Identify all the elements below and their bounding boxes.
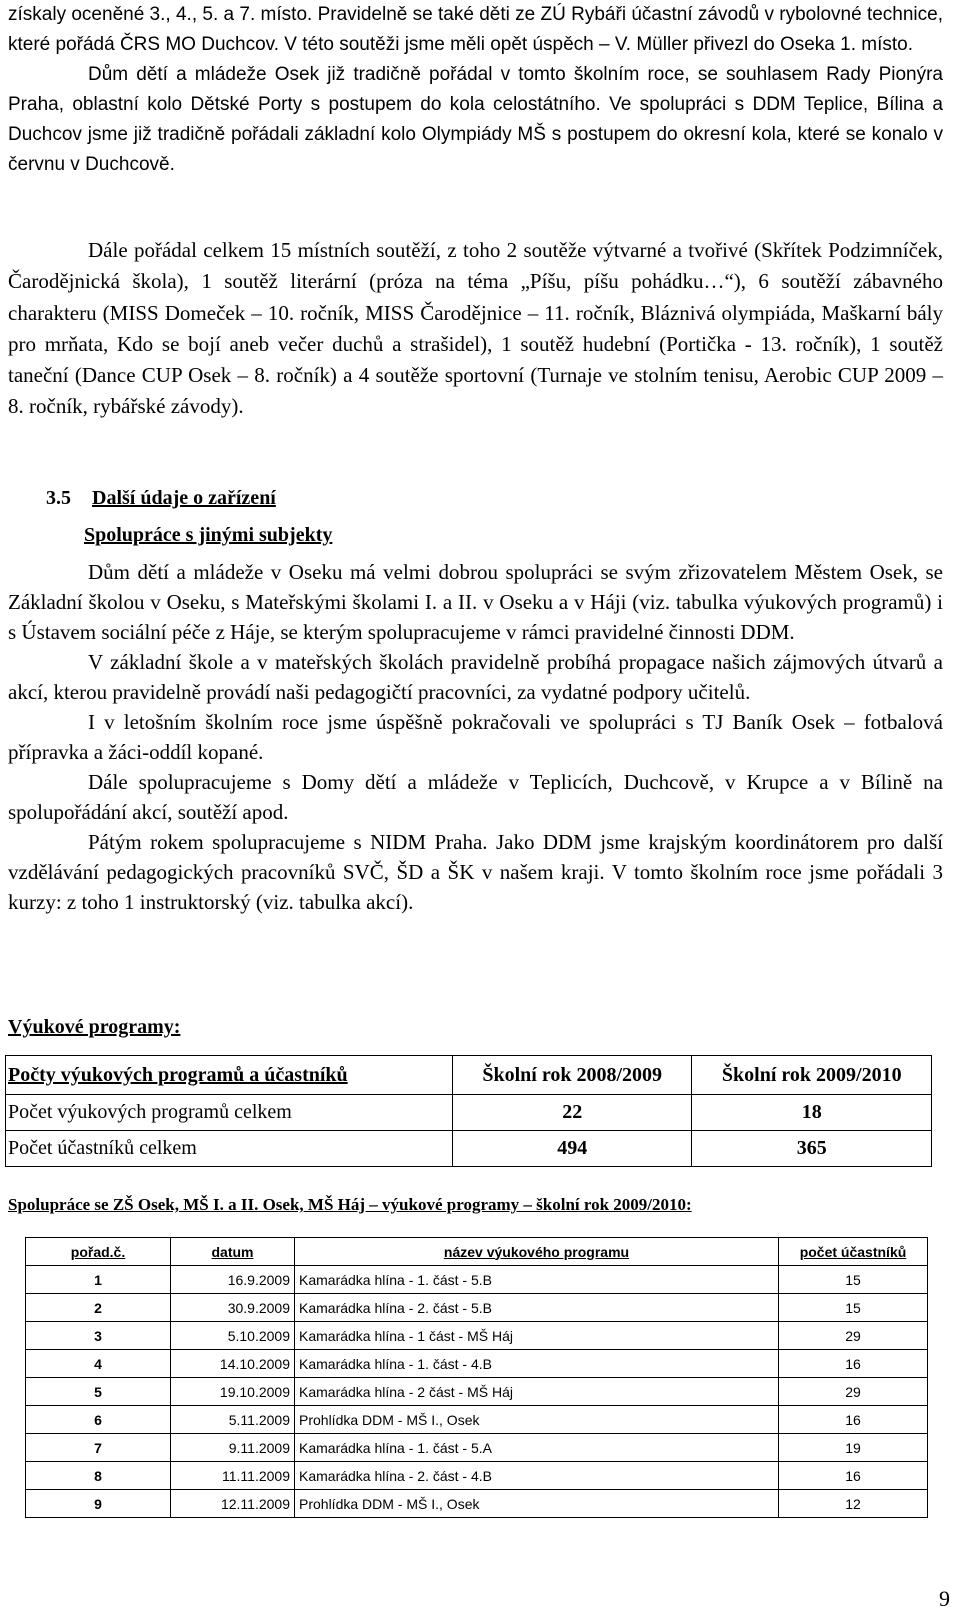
table-cell: 5 xyxy=(26,1378,171,1406)
table-cell: 22 xyxy=(452,1095,692,1131)
table-cell: 2 xyxy=(26,1294,171,1322)
table-row xyxy=(26,1378,928,1406)
table-cell: Počet účastníků celkem xyxy=(6,1131,453,1167)
table-header-cell: počet účastníků xyxy=(779,1238,928,1266)
cooperation-heading: Spolupráce s jinými subjekty xyxy=(84,524,333,546)
table-cell: 6 xyxy=(26,1406,171,1434)
table-row xyxy=(26,1406,928,1434)
table-cell: 8 xyxy=(26,1462,171,1490)
table-header-cell: Školní rok 2009/2010 xyxy=(692,1056,932,1095)
table-header-cell: datum xyxy=(171,1238,295,1266)
table-row xyxy=(26,1434,928,1462)
table-cell: Prohlídka DDM - MŠ I., Osek xyxy=(295,1406,779,1434)
table-cell: 16.9.2009 xyxy=(171,1266,295,1294)
page-number: 9 xyxy=(939,1586,950,1611)
table-row xyxy=(26,1350,928,1378)
table-row xyxy=(26,1462,928,1490)
table-header-row xyxy=(26,1238,928,1266)
programs-table xyxy=(25,1237,928,1518)
table-header-cell: Školní rok 2008/2009 xyxy=(452,1056,692,1095)
table-cell: 11.11.2009 xyxy=(171,1462,295,1490)
table-row xyxy=(6,1131,932,1167)
cooperation-paragraph: V základní škole a v mateřských školách pravidelně probíhá propagace našich zájmových útvarů a akcí, kterou pravidelně provádí naši pedagogičtí pracovníci, za vydatné podpory učitelů. xyxy=(8,650,943,704)
table-cell: Kamarádka hlína - 1. část - 4.B xyxy=(295,1350,779,1378)
table-cell: 15 xyxy=(779,1266,928,1294)
table-cell: 7 xyxy=(26,1434,171,1462)
section-title: Další údaje o zařízení xyxy=(92,487,276,509)
table-cell: Kamarádka hlína - 2 část - MŠ Háj xyxy=(295,1378,779,1406)
table-cell: 30.9.2009 xyxy=(171,1294,295,1322)
table-cell: 15 xyxy=(779,1294,928,1322)
table-cell: 19.10.2009 xyxy=(171,1378,295,1406)
table-cell: Kamarádka hlína - 1. část - 5.A xyxy=(295,1434,779,1462)
competitions-text-block xyxy=(8,235,943,423)
intro-paragraph: získaly oceněné 3., 4., 5. a 7. místo. Pravidelně se také děti ze ZÚ Rybáři účastní závodů v rybolovné technice, které pořádá ČRS MO Duchcov. V této soutěži jsme měli opět úspěch – V. Müller přivezl do Oseka 1. místo. xyxy=(8,4,943,55)
cooperation-paragraph: Dále spolupracujeme s Domy dětí a mládeže v Teplicích, Duchcově, v Krupce a v Bílině na spolupořádání akcí, soutěží apod. xyxy=(8,770,943,824)
table-cell: 1 xyxy=(26,1266,171,1294)
table-cell: 5.10.2009 xyxy=(171,1322,295,1350)
table-header-cell: Počty výukových programů a účastníků xyxy=(6,1056,453,1095)
table-cell: Kamarádka hlína - 2. část - 5.B xyxy=(295,1294,779,1322)
intro-text-block xyxy=(8,0,943,180)
table-cell: 365 xyxy=(692,1131,932,1167)
table-cell: Prohlídka DDM - MŠ I., Osek xyxy=(295,1490,779,1518)
table-cell: Kamarádka hlína - 1. část - 5.B xyxy=(295,1266,779,1294)
programs-table-heading: Spolupráce se ZŠ Osek, MŠ I. a II. Osek, MŠ Háj – výukové programy – školní rok 2009/2010: xyxy=(8,1195,692,1214)
table-row xyxy=(26,1322,928,1350)
table-row xyxy=(26,1490,928,1518)
table-cell: 19 xyxy=(779,1434,928,1462)
table-cell: 16 xyxy=(779,1462,928,1490)
table-cell: 18 xyxy=(692,1095,932,1131)
table-cell: 3 xyxy=(26,1322,171,1350)
table-cell: 12 xyxy=(779,1490,928,1518)
cooperation-text-block xyxy=(8,557,943,917)
cooperation-paragraph: I v letošním školním roce jsme úspěšně pokračovali ve spolupráci s TJ Baník Osek – fotbalová přípravka a žáci-oddíl kopané. xyxy=(8,710,943,764)
table-cell: 16 xyxy=(779,1350,928,1378)
table-cell: 29 xyxy=(779,1322,928,1350)
table-cell: Počet výukových programů celkem xyxy=(6,1095,453,1131)
table-cell: 5.11.2009 xyxy=(171,1406,295,1434)
table-row xyxy=(26,1294,928,1322)
cooperation-paragraph: Dům dětí a mládeže v Oseku má velmi dobrou spolupráci se svým zřizovatelem Městem Osek, se Základní školou v Oseku, s Mateřskými školami I. a II. v Oseku a v Háji (viz. tabulka výukových programů) i s Ústavem sociální péče z Háje, se kterým spolupracujeme v rámci pravidelné činnosti DDM. xyxy=(8,560,943,644)
table-cell: 14.10.2009 xyxy=(171,1350,295,1378)
table-header-cell: název výukového programu xyxy=(295,1238,779,1266)
competitions-paragraph: Dále pořádal celkem 15 místních soutěží, z toho 2 soutěže výtvarné a tvořivé (Skřítek Podzimníček, Čarodějnická škola), 1 soutěž literární (próza na téma „Píšu, píšu pohádku…“), 6 soutěží zábavného charakteru (MISS Domeček – 10. ročník, MISS Čarodějnice – 11. ročník, Bláznivá olympiáda, Maškarní bály pro mrňata, Kdo se bojí aneb večer duchů a strašidel), 1 soutěž hudební (Portička - 13. ročník), 1 soutěž taneční (Dance CUP Osek – 8. ročník) a 4 soutěže sportovní (Turnaje ve stolním tenisu, Aerobic CUP 2009 – 8. ročník, rybářské závody). xyxy=(8,238,943,419)
table-cell: 9 xyxy=(26,1490,171,1518)
table-header-cell: pořad.č. xyxy=(26,1238,171,1266)
table-cell: 494 xyxy=(452,1131,692,1167)
table-cell: 9.11.2009 xyxy=(171,1434,295,1462)
table-header-row xyxy=(6,1056,932,1095)
table-cell: 4 xyxy=(26,1350,171,1378)
summary-table xyxy=(5,1055,932,1167)
table-cell: 16 xyxy=(779,1406,928,1434)
table-cell: Kamarádka hlína - 1 část - MŠ Háj xyxy=(295,1322,779,1350)
programs-heading: Výukové programy: xyxy=(8,1016,181,1038)
table-row xyxy=(6,1095,932,1131)
table-cell: Kamarádka hlína - 2. část - 4.B xyxy=(295,1462,779,1490)
table-cell: 12.11.2009 xyxy=(171,1490,295,1518)
section-number: 3.5 xyxy=(46,487,71,509)
cooperation-paragraph: Pátým rokem spolupracujeme s NIDM Praha. Jako DDM jsme krajským koordinátorem pro další vzdělávání pedagogických pracovníků SVČ, ŠD a ŠK v našem kraji. V tomto školním roce jsme pořádali 3 kurzy: z toho 1 instruktorský (viz. tabulka akcí). xyxy=(8,830,943,914)
table-row xyxy=(26,1266,928,1294)
intro-paragraph: Dům dětí a mládeže Osek již tradičně pořádal v tomto školním roce, se souhlasem Rady Pionýra Praha, oblastní kolo Dětské Porty s postupem do kola celostátního. Ve spolupráci s DDM Teplice, Bílina a Duchcov jsme již tradičně pořádali základní kolo Olympiády MŠ s postupem do okresní kola, které se konalo v červnu v Duchcově. xyxy=(8,64,943,175)
table-cell: 29 xyxy=(779,1378,928,1406)
section-heading xyxy=(46,487,276,510)
